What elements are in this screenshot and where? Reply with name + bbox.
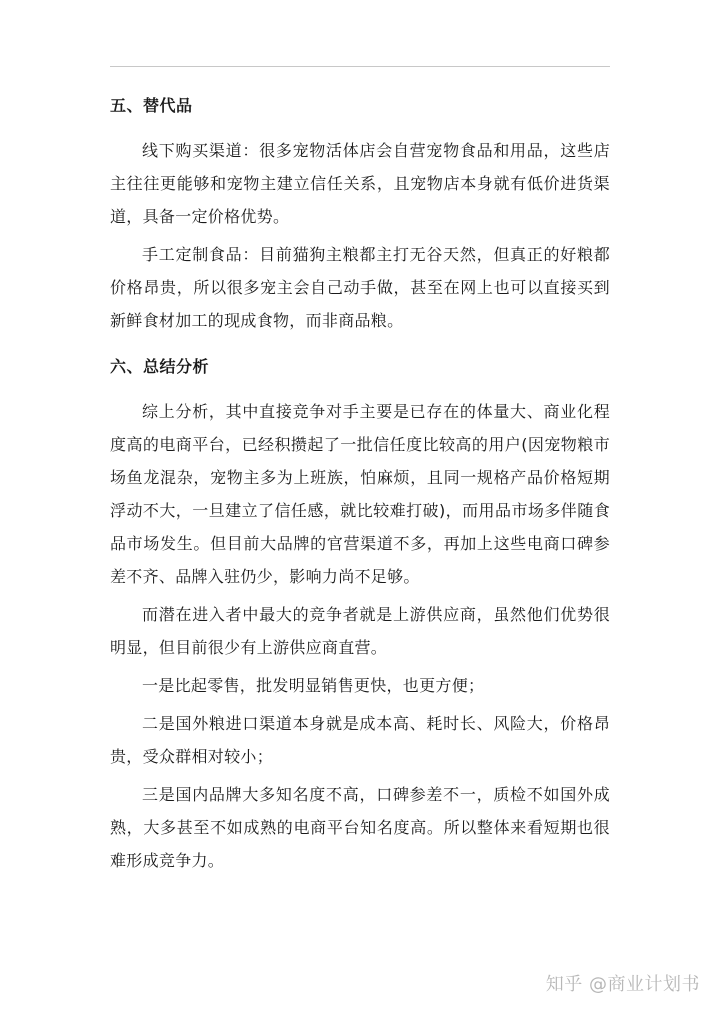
top-divider [110,66,610,67]
paragraph: 一是比起零售，批发明显销售更快，也更方便； [142,676,485,695]
section-heading-summary: 六、总结分析 [110,357,210,376]
paragraph: 综上分析，其中直接竞争对手主要是已存在的体量大、商业化程度高的电商平台，已经积攒起了一批信任度比较高的用户(因宠物粮市场鱼龙混杂，宠物主多为上班族，怕麻烦，且同一规格产品价格短期浮动不大，一旦建立了信任感，就比较难打破)，而用品市场多伴随食品市场发生。但目前大品牌的官营渠道不多，再加上这些电商口碑参差不齐、品牌入驻仍少，影响力尚不足够。 [110,402,610,586]
paragraph: 而潜在进入者中最大的竞争者就是上游供应商，虽然他们优势很明显，但目前很少有上游供应商直营。 [110,605,610,657]
paragraph: 线下购买渠道：很多宠物活体店会自营宠物食品和用品，这些店主往往更能够和宠物主建立信任关系，且宠物店本身就有低价进货渠道，具备一定价格优势。 [110,141,610,226]
section-heading-substitutes: 五、替代品 [110,96,193,115]
paragraph: 三是国内品牌大多知名度不高，口碑参差不一，质检不如国外成熟，大多甚至不如成熟的电商平台知名度高。所以整体来看短期也很难形成竞争力。 [110,785,610,870]
watermark: 知乎 @商业计划书 [545,974,700,995]
paragraph: 二是国外粮进口渠道本身就是成本高、耗时长、风险大，价格昂贵，受众群相对较小； [110,714,610,766]
document-body [110,90,610,877]
paragraph: 手工定制食品：目前猫狗主粮都主打无谷天然，但真正的好粮都价格昂贵，所以很多宠主会自己动手做，甚至在网上也可以直接买到新鲜食材加工的现成食物，而非商品粮。 [110,245,610,330]
